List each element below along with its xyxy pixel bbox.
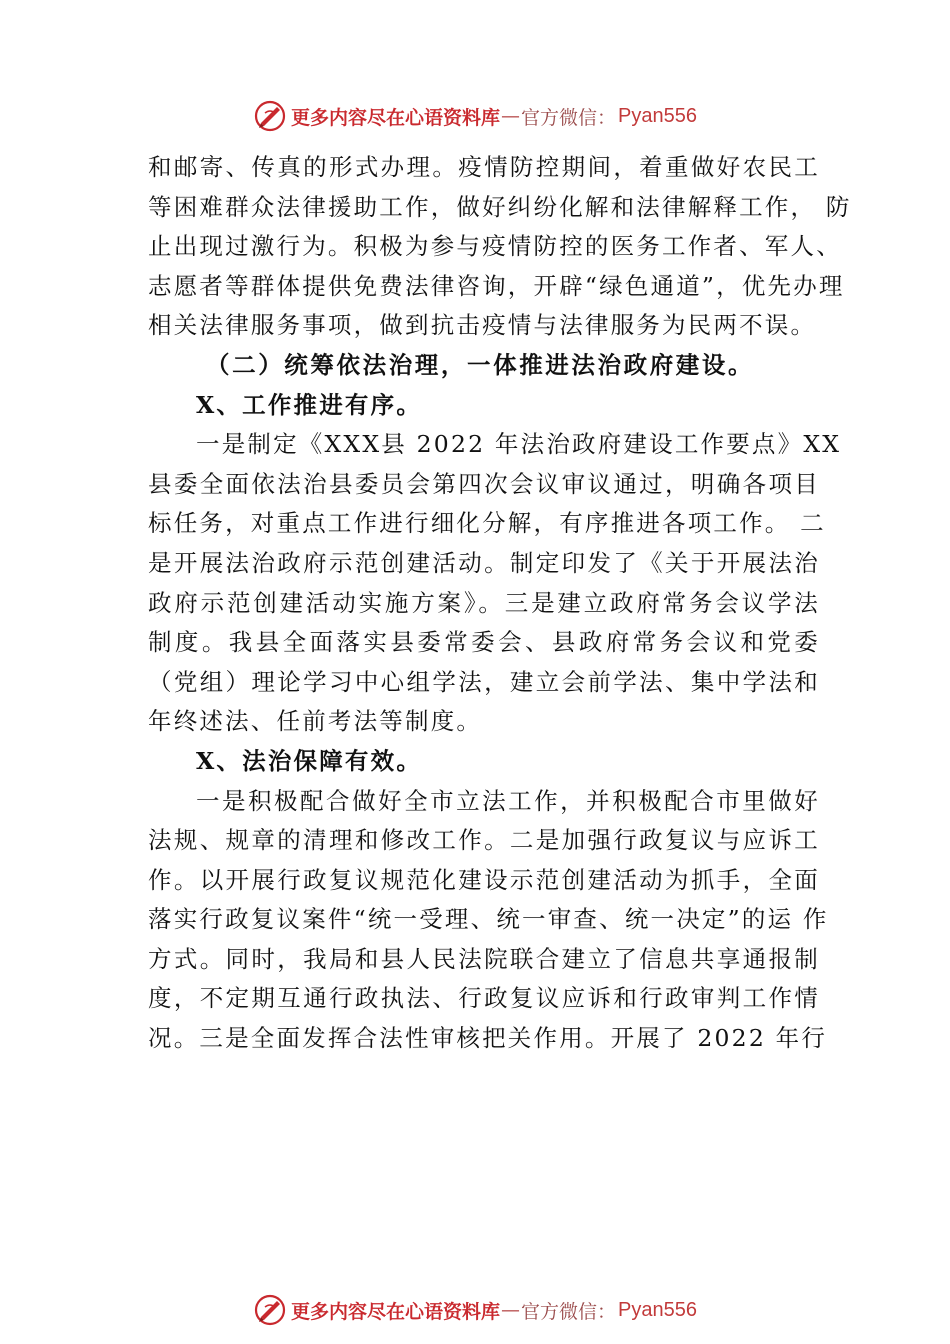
- subsection-heading: X、法治保障有效。: [196, 746, 423, 775]
- text-line: 落实行政复议案件“统一受理、统一审查、统一决定”的运 作: [148, 905, 829, 934]
- banner-separator: —: [501, 105, 521, 127]
- text-line: 度，不定期互通行政执法、行政复议应诉和行政审判工作情: [148, 984, 820, 1013]
- text-line: 相关法律服务事项，做到抗击疫情与法律服务为民两不误。: [148, 311, 817, 340]
- text-line: 年终述法、任前考法等制度。: [148, 707, 483, 736]
- banner-separator: —: [501, 1299, 521, 1321]
- paragraph: [148, 425, 842, 742]
- text-line: 标任务，对重点工作进行细化分解，有序推进各项工作。 二: [148, 509, 826, 538]
- text-line: 一是积极配合做好全市立法工作，并积极配合市里做好: [196, 786, 820, 815]
- text-line: 况。三是全面发挥合法性审核把关作用。开展了 2022 年行: [148, 1024, 828, 1053]
- text-line: 是开展法治政府示范创建活动。制定印发了《关于开展法治: [148, 548, 820, 577]
- text-line: 一是制定《XXX县 2022 年法治政府建设工作要点》XX: [196, 430, 842, 459]
- paragraph: [148, 782, 829, 1059]
- banner-site-name: 更多内容尽在心语资料库: [291, 106, 501, 129]
- section-title: （二）统筹依法治理，一体推进法治政府建设。: [206, 350, 755, 379]
- text-line: 作。以开展行政复议规范化建设示范创建活动为抓手，全面: [148, 865, 820, 894]
- paragraph: [148, 148, 852, 346]
- text-line: 法规、规章的清理和修改工作。二是加强行政复议与应诉工: [148, 826, 820, 855]
- text-line: （党组）理论学习中心组学法，建立会前学法、集中学法和: [148, 667, 820, 696]
- header-banner: [0, 96, 950, 136]
- banner-wechat-id: Pyan556: [618, 1298, 697, 1321]
- text-line: 等困难群众法律援助工作，做好纠纷化解和法律解释工作， 防: [148, 192, 852, 221]
- text-line: 和邮寄、传真的形式办理。疫情防控期间，着重做好农民工: [148, 153, 820, 181]
- text-line: 制度。我县全面落实县委常委会、县政府常务会议和党委: [148, 628, 820, 657]
- document-body: [148, 148, 852, 1059]
- banner-site-name: 更多内容尽在心语资料库: [291, 1300, 501, 1323]
- subsection-heading: X、工作推进有序。: [196, 390, 423, 419]
- banner-official-label: 官方微信：: [521, 106, 617, 129]
- pen-logo-icon: [253, 1293, 287, 1327]
- text-line: 止出现过激行为。积极为参与疫情防控的医务工作者、军人、: [148, 232, 842, 261]
- banner-wechat-id: Pyan556: [618, 104, 697, 127]
- banner-official-label: 官方微信：: [521, 1300, 617, 1323]
- text-line: 方式。同时，我局和县人民法院联合建立了信息共享通报制: [148, 944, 820, 973]
- pen-logo-icon: [253, 99, 287, 133]
- footer-banner: [0, 1290, 950, 1330]
- text-line: 县委全面依法治县委员会第四次会议审议通过，明确各项目: [148, 469, 820, 498]
- text-line: 政府示范创建活动实施方案》。三是建立政府常务会议学法: [148, 588, 820, 617]
- text-line: 志愿者等群体提供免费法律咨询，开辟“绿色通道”，优先办理: [148, 271, 845, 300]
